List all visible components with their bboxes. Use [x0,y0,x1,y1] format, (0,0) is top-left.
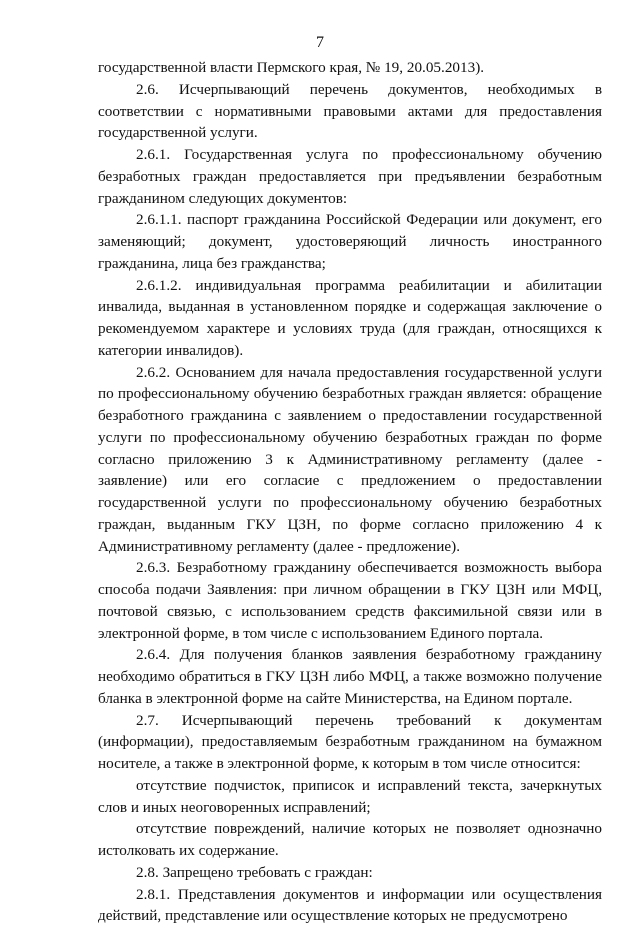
paragraph-2-6-1-2: 2.6.1.2. индивидуальная программа реабилитации и абилитации инвалида, выданная в установленном порядке и содержащая заключение о рекомендуемом характере и условиях труда (для граждан, относящихся к категории инвалидов). [98,275,602,362]
paragraph-2-6-3: 2.6.3. Безработному гражданину обеспечивается возможность выбора способа подачи Заявления: при личном обращении в ГКУ ЦЗН или МФЦ, почтовой связью, с использованием средств факсимильной связи или в электронной форме, в том числе с использованием Единого портала. [98,557,602,644]
paragraph-2-8: 2.8. Запрещено требовать с граждан: [98,862,602,884]
paragraph-2-6-1-1: 2.6.1.1. паспорт гражданина Российской Федерации или документ, его заменяющий; документ, удостоверяющий личность иностранного гражданина, лица без гражданства; [98,209,602,274]
paragraph-2-6-1: 2.6.1. Государственная услуга по профессиональному обучению безработных граждан предоставляется при предъявлении безработным гражданином следующих документов: [98,144,602,209]
document-body [98,57,602,927]
requirement-item-2: отсутствие повреждений, наличие которых не позволяет однозначно истолковать их содержание. [98,818,602,862]
requirement-item-1: отсутствие подчисток, приписок и исправлений текста, зачеркнутых слов и иных неоговоренных исправлений; [98,775,602,819]
paragraph-2-6-4: 2.6.4. Для получения бланков заявления безработному гражданину необходимо обратиться в ГКУ ЦЗН либо МФЦ, а также возможно получение бланка в электронной форме на сайте Министерства, на Едином портале. [98,644,602,709]
paragraph-2-6: 2.6. Исчерпывающий перечень документов, необходимых в соответствии с нормативными правовыми актами для предоставления государственной услуги. [98,79,602,144]
paragraph-2-8-1: 2.8.1. Представления документов и информации или осуществления действий, представление или осуществление которых не предусмотрено [98,884,602,927]
paragraph-2-6-2: 2.6.2. Основанием для начала предоставления государственной услуги по профессиональному обучению безработных граждан является: обращение безработного гражданина с заявлением о предоставлении государственной услуги по профессиональному обучению безработных граждан по форме согласно приложению 3 к Административному регламенту (далее - заявление) или его согласие с предложением о предоставлении государственной услуги по профессиональному обучению безработных граждан, выданным ГКУ ЦЗН, по форме согласно приложению 4 к Административному регламенту (далее - предложение). [98,362,602,558]
paragraph-continuation: государственной власти Пермского края, № 19, 20.05.2013). [98,57,602,79]
paragraph-2-7: 2.7. Исчерпывающий перечень требований к документам (информации), предоставляемым безработным гражданином на бумажном носителе, а также в электронной форме, к которым в том числе относится: [98,710,602,775]
page-number: 7 [0,33,640,53]
